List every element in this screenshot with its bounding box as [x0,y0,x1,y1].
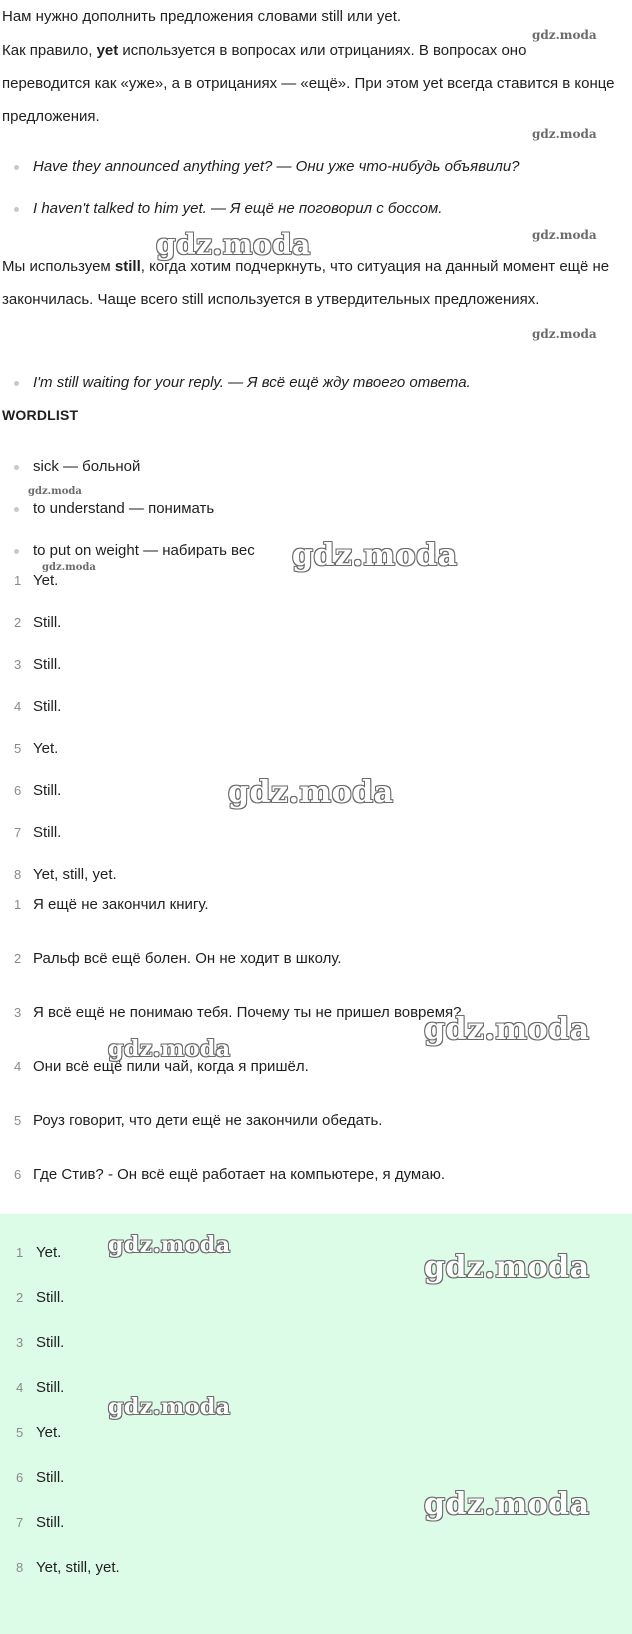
bullet-icon [14,507,19,512]
word-entry: to understand — понимать [33,500,215,517]
translation-text: Я всё ещё не понимаю тебя. Почему ты не пришел вовремя? [33,1004,462,1021]
list-item [0,692,632,734]
watermark-logo: gdz.moda [532,327,597,341]
list-item [0,488,632,530]
yet-rule-text-start: Как правило, [2,42,97,59]
item-number: 6 [14,783,22,798]
item-number: 1 [14,897,22,912]
bullet-icon [14,465,19,470]
item-number: 5 [14,1113,22,1128]
list-item [0,1328,632,1373]
example-text: Have they announced anything yet? — Они уже что-нибудь объявили? [33,158,520,175]
watermark-logo: gdz.moda [424,1250,590,1285]
bullet-icon [14,165,19,170]
answer-text: Still. [36,1334,65,1351]
answer-text: Still. [33,782,62,799]
yet-examples-list [0,146,632,230]
item-number: 5 [16,1425,24,1440]
watermark-logo: gdz.moda [108,1232,231,1258]
list-item [0,890,632,944]
watermark-logo: gdz.moda [156,228,311,261]
item-number: 1 [14,573,22,588]
answer-text: Yet. [36,1244,62,1261]
bullet-icon [14,207,19,212]
watermark-logo: gdz.moda [28,486,82,497]
watermark-logo: gdz.moda [424,1487,590,1522]
list-item [0,446,632,488]
word-entry: sick — больной [33,458,141,475]
list-item [0,818,632,860]
answer-text: Yet, still, yet. [36,1559,120,1576]
answer-text: Still. [33,656,62,673]
wordlist-heading: WORDLIST [2,407,79,423]
list-item [0,146,632,188]
answer-text: Still. [36,1379,65,1396]
item-number: 2 [16,1290,24,1305]
answer-text: Yet. [33,572,59,589]
watermark-logo: gdz.moda [292,538,458,573]
translation-text: Я ещё не закончил книгу. [33,896,209,913]
item-number: 6 [16,1470,24,1485]
list-item [0,608,632,650]
bullet-icon [14,381,19,386]
answers-list [0,566,632,902]
watermark-logo: gdz.moda [424,1012,590,1047]
translation-text: Где Стив? - Он всё ещё работает на компьютере, я думаю. [33,1166,445,1183]
item-number: 3 [16,1335,24,1350]
answer-text: Still. [33,698,62,715]
item-number: 4 [14,1059,22,1074]
example-text: I'm still waiting for your reply. — Я всё ещё жду твоего ответа. [33,374,471,391]
word-entry: to put on weight — набирать вес [33,542,255,559]
answer-text: Yet. [36,1424,62,1441]
intro-paragraph-still-rule [0,250,632,316]
example-text: I haven't talked to him yet. — Я ещё не поговорил с боссом. [33,200,443,217]
list-item [0,1052,632,1106]
item-number: 5 [14,741,22,756]
watermark-logo: gdz.moda [42,562,96,573]
list-item [0,1160,632,1214]
answer-text: Still. [33,824,62,841]
intro-paragraph-yet-rule [0,34,632,133]
answer-text: Still. [33,614,62,631]
item-number: 3 [14,657,22,672]
watermark-logo: gdz.moda [532,127,597,141]
yet-keyword: yet [96,42,119,59]
item-number: 4 [14,699,22,714]
watermark-logo: gdz.moda [108,1394,231,1420]
bullet-icon [14,549,19,554]
watermark-logo: gdz.moda [532,28,597,42]
item-number: 4 [16,1380,24,1395]
highlighted-answers-list [0,1238,632,1598]
item-number: 2 [14,615,22,630]
watermark-logo: gdz.moda [108,1036,231,1062]
answer-text: Yet, still, yet. [33,866,117,883]
still-rule-text-end: , когда хотим подчеркнуть, что ситуация на данный момент ещё не закончилась. Чаще всего still используется в утвердительных предложениях. [2,258,610,308]
item-number: 6 [14,1167,22,1182]
item-number: 8 [16,1560,24,1575]
item-number: 7 [16,1515,24,1530]
answer-text: Still. [36,1289,65,1306]
translation-text: Они всё ещё пили чай, когда я пришёл. [33,1058,309,1075]
watermark-logo: gdz.moda [532,228,597,242]
list-item [0,734,632,776]
list-item [0,362,632,404]
item-number: 7 [14,825,22,840]
still-rule-text-start: Мы используем [2,258,115,275]
watermark-logo: gdz.moda [228,775,394,810]
list-item [0,1373,632,1418]
still-keyword: still [114,258,141,275]
item-number: 3 [14,1005,22,1020]
intro-paragraph-1: Нам нужно дополнить предложения словами still или yet. [2,8,402,25]
list-item [0,1553,632,1598]
list-item [0,1283,632,1328]
item-number: 8 [14,867,22,882]
list-item [0,650,632,692]
list-item [0,944,632,998]
translation-text: Роуз говорит, что дети ещё не закончили обедать. [33,1112,383,1129]
yet-rule-text-end: используется в вопросах или отрицаниях. В вопросах оно переводится как «уже», а в отрицаниях — «ещё». При этом yet всегда ставится в конце предложения. [2,42,615,125]
still-examples-list [0,362,632,404]
answer-text: Still. [36,1469,65,1486]
list-item [0,1106,632,1160]
list-item [0,1418,632,1463]
answer-text: Still. [36,1514,65,1531]
item-number: 1 [16,1245,24,1260]
list-item [0,188,632,230]
answer-text: Yet. [33,740,59,757]
translation-text: Ральф всё ещё болен. Он не ходит в школу. [33,950,342,967]
item-number: 2 [14,951,22,966]
